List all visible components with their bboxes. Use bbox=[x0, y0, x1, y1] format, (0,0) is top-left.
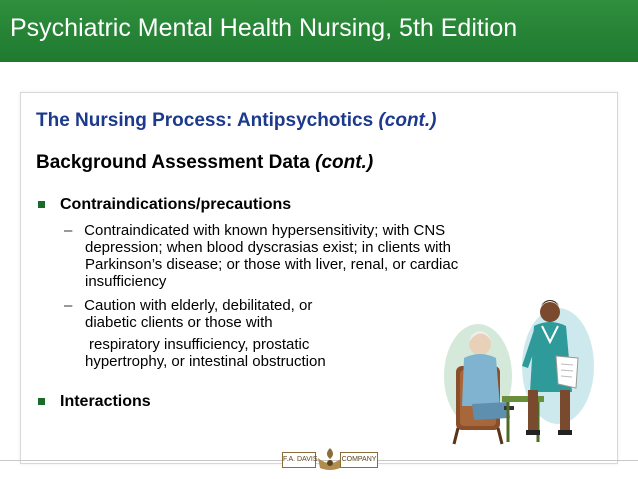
header-title: Psychiatric Mental Health Nursing, 5th Edition bbox=[10, 14, 518, 42]
subitem-line: Caution with elderly, debilitated, or bbox=[80, 297, 313, 314]
slide-title bbox=[36, 110, 436, 132]
logo-right-text: COMPANY bbox=[340, 452, 378, 468]
subitem-caution bbox=[80, 297, 326, 370]
square-bullet-icon bbox=[38, 201, 45, 208]
subitem-line: Parkinson’s disease; or those with liver, renal, or cardiac bbox=[85, 256, 459, 273]
fa-davis-logo bbox=[282, 446, 378, 472]
subitem-line: depression; when blood dyscrasias exist; in clients with bbox=[85, 239, 452, 256]
subitem-contraindicated bbox=[80, 222, 458, 290]
square-bullet-icon bbox=[38, 398, 45, 405]
slide-subtitle-suffix: (cont.) bbox=[315, 152, 374, 173]
dash-icon: – bbox=[64, 222, 73, 239]
nurse-with-elderly-patient-clipart bbox=[438, 296, 600, 446]
subitem-line: diabetic clients or those with bbox=[85, 314, 273, 331]
slide-subtitle-text: Background Assessment Data bbox=[36, 152, 310, 173]
header-bar bbox=[0, 0, 638, 62]
bullet-label: Interactions bbox=[60, 393, 151, 410]
subitem-line: insufficiency bbox=[85, 273, 167, 290]
subitem-line: hypertrophy, or intestinal obstruction bbox=[85, 353, 326, 370]
slide-title-text: The Nursing Process: Antipsychotics bbox=[36, 110, 374, 131]
bullet-label: Contraindications/precautions bbox=[60, 196, 292, 213]
slide-title-suffix: (cont.) bbox=[378, 110, 437, 131]
dash-icon: – bbox=[64, 297, 73, 314]
slide-subtitle bbox=[36, 152, 373, 174]
logo-left-text: F.A. DAVIS bbox=[282, 452, 316, 468]
subitem-line: respiratory insufficiency, prostatic bbox=[89, 336, 310, 353]
subitem-line: Contraindicated with known hypersensitivity; with CNS bbox=[80, 222, 446, 239]
